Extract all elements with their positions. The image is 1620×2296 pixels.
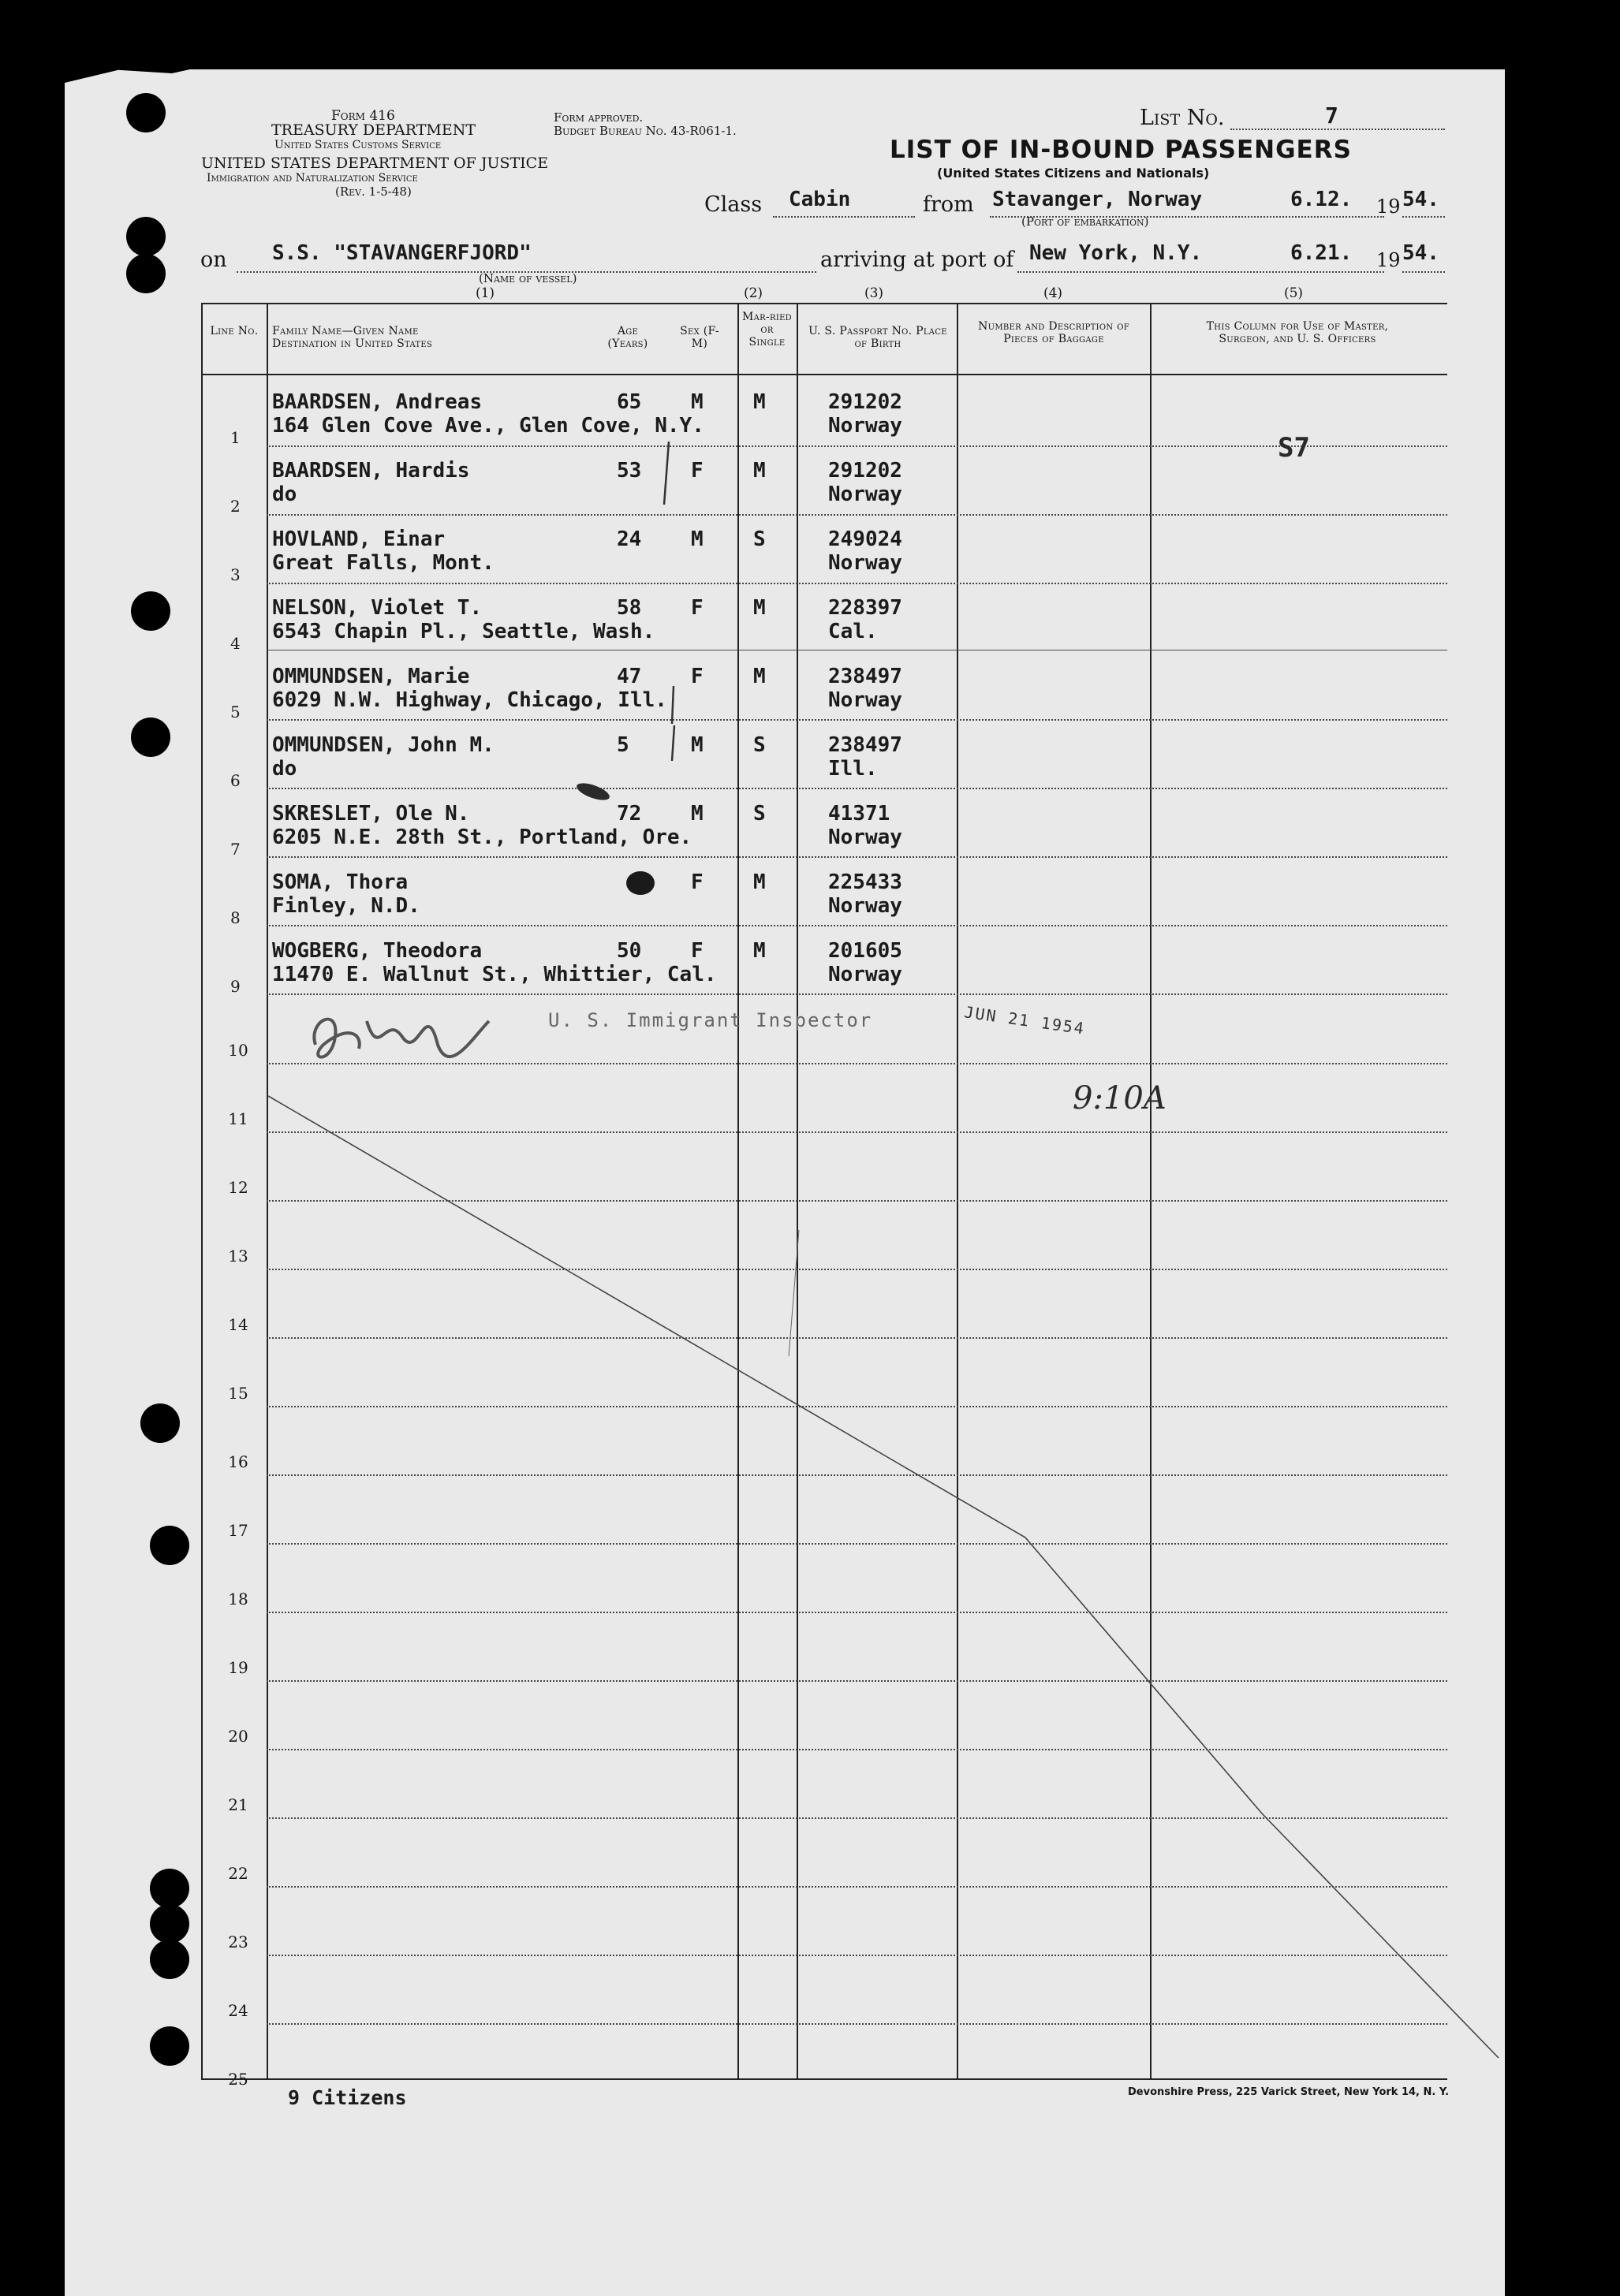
passport-number: 41371 <box>828 802 890 826</box>
passport-number: 291202 <box>828 459 902 483</box>
revision: (Rev. 1-5-48) <box>335 184 412 199</box>
passenger-sex: F <box>691 870 704 894</box>
header-baggage: Number and Description of Pieces of Baggage <box>978 320 1129 345</box>
passenger-sex: M <box>691 390 704 414</box>
passenger-age: 65 <box>617 390 642 414</box>
passenger-destination: 6543 Chapin Pl., Seattle, Wash. <box>272 620 655 643</box>
passenger-sex: F <box>691 596 704 620</box>
embark-note: (Port of embarkation) <box>1021 214 1149 229</box>
officer-note: S7 <box>1278 432 1310 464</box>
passenger-age: 5 <box>617 733 629 757</box>
line-number: 9 <box>230 977 241 996</box>
marital-status: M <box>753 939 766 963</box>
line-number: 3 <box>230 565 241 584</box>
form-number: Form 416 <box>331 108 395 124</box>
line-number: 23 <box>228 1933 248 1951</box>
line-number: 12 <box>228 1178 248 1197</box>
line-number: 15 <box>228 1384 248 1403</box>
arrival-year-prefix: 19 <box>1376 249 1401 271</box>
line-number: 22 <box>228 1864 248 1883</box>
total-citizens: 9 Citizens <box>288 2086 407 2109</box>
line-number: 1 <box>230 428 241 447</box>
line-number: 14 <box>228 1315 248 1334</box>
date-stamp: JUN 21 1954 <box>963 1002 1087 1038</box>
marital-status: S <box>753 527 766 551</box>
passenger-name: WOGBERG, Theodora <box>272 939 483 963</box>
line-number: 4 <box>230 634 241 653</box>
passenger-sex: F <box>691 665 704 688</box>
line-number: 2 <box>230 497 241 516</box>
line-number: 24 <box>228 2001 248 2020</box>
passenger-name: HOVLAND, Einar <box>272 527 446 551</box>
printer-credit: Devonshire Press, 225 Varick Street, New York 14, N. Y. <box>1128 2086 1450 2098</box>
passenger-destination: do <box>272 483 297 506</box>
birth-place: Norway <box>828 414 902 438</box>
birth-place: Cal. <box>828 620 878 643</box>
passenger-name: BAARDSEN, Andreas <box>272 390 483 414</box>
marital-status: S <box>753 802 766 826</box>
passport-number: 238497 <box>828 665 902 688</box>
embark-year-prefix: 19 <box>1376 196 1401 218</box>
from-label: from <box>923 192 974 217</box>
line-number: 25 <box>228 2070 248 2089</box>
birth-place: Norway <box>828 963 902 986</box>
marital-status: M <box>753 390 766 414</box>
budget-bureau: Budget Bureau No. 43-R061-1. <box>554 124 737 138</box>
line-number: 17 <box>228 1521 248 1540</box>
arrival-time: 9:10A <box>1073 1080 1166 1116</box>
passenger-name: SKRESLET, Ole N. <box>272 802 470 826</box>
passenger-age: 24 <box>617 527 642 551</box>
treasury-dept: TREASURY DEPARTMENT <box>271 121 476 139</box>
birth-place: Norway <box>828 483 902 506</box>
form-approved: Form approved. <box>554 110 644 125</box>
justice-dept: UNITED STATES DEPARTMENT OF JUSTICE <box>201 155 549 172</box>
line-number: 11 <box>228 1109 248 1128</box>
passenger-age: 53 <box>617 459 642 483</box>
passport-number: 291202 <box>828 390 902 414</box>
header-name: Family Name—Given Name Destination in United States <box>272 325 433 350</box>
line-number: 6 <box>230 771 241 790</box>
marital-status: M <box>753 665 766 688</box>
on-label: on <box>200 248 227 272</box>
passenger-age: 47 <box>617 665 642 688</box>
line-number: 21 <box>228 1795 248 1814</box>
passenger-name: NELSON, Violet T. <box>272 596 483 620</box>
ins-service: Immigration and Naturalization Service <box>207 172 418 184</box>
passenger-destination: 164 Glen Cove Ave., Glen Cove, N.Y. <box>272 414 704 438</box>
arrival-year: 54. <box>1402 241 1439 265</box>
line-number: 18 <box>228 1590 248 1608</box>
header-line-no: Line No. <box>210 325 259 337</box>
passenger-sex: M <box>691 527 704 551</box>
passenger-age: 72 <box>617 802 642 826</box>
page-subtitle: (United States Citizens and Nationals) <box>937 166 1210 181</box>
line-number: 20 <box>228 1727 248 1746</box>
arrival-port: New York, N.Y. <box>1029 241 1203 265</box>
passenger-name: BAARDSEN, Hardis <box>272 459 470 483</box>
line-number: 8 <box>230 908 241 927</box>
line-number: 13 <box>228 1247 248 1265</box>
birth-place: Ill. <box>828 757 878 781</box>
passport-number: 228397 <box>828 596 902 620</box>
passenger-name: SOMA, Thora <box>272 870 409 894</box>
list-no-label: List No. <box>1140 106 1225 130</box>
col-num-5: (5) <box>1283 285 1304 301</box>
passport-number: 201605 <box>828 939 902 963</box>
header-sex: Sex (F-M) <box>680 325 719 350</box>
passenger-destination: do <box>272 757 297 781</box>
inspector-title: U. S. Immigrant Inspector <box>548 1009 873 1031</box>
vessel-note: (Name of vessel) <box>479 271 577 285</box>
passenger-destination: 6205 N.E. 28th St., Portland, Ore. <box>272 826 692 849</box>
birth-place: Norway <box>828 826 902 849</box>
passenger-destination: Great Falls, Mont. <box>272 551 495 575</box>
embark-port: Stavanger, Norway <box>992 188 1203 211</box>
birth-place: Norway <box>828 688 902 712</box>
line-number: 5 <box>230 703 241 721</box>
customs-service: United States Customs Service <box>274 139 442 151</box>
line-number: 19 <box>228 1658 248 1677</box>
passenger-sex: M <box>691 733 704 757</box>
line-number: 7 <box>230 840 241 859</box>
class-label: Class <box>704 192 763 217</box>
page-title: LIST OF IN-BOUND PASSENGERS <box>890 136 1352 164</box>
class-value: Cabin <box>789 188 851 211</box>
passenger-sex: F <box>691 939 704 963</box>
col-num-2: (2) <box>743 285 763 301</box>
passenger-age: 50 <box>617 939 642 963</box>
passport-number: 249024 <box>828 527 902 551</box>
header-passport: U. S. Passport No. Place of Birth <box>808 325 947 350</box>
passenger-name: OMMUNDSEN, John M. <box>272 733 495 757</box>
col-num-4: (4) <box>1043 285 1063 301</box>
header-officers: This Column for Use of Master, Surgeon, and U. S. Officers <box>1206 320 1389 345</box>
arrival-date: 6.21. <box>1290 241 1353 265</box>
marital-status: M <box>753 596 766 620</box>
marital-status: M <box>753 459 766 483</box>
birth-place: Norway <box>828 551 902 575</box>
embark-year: 54. <box>1402 188 1439 211</box>
passport-number: 238497 <box>828 733 902 757</box>
arriving-label: arriving at port of <box>820 248 1014 272</box>
marital-status: M <box>753 870 766 894</box>
line-number: 16 <box>228 1452 248 1471</box>
col-num-1: (1) <box>475 285 495 301</box>
passenger-age: 58 <box>617 596 642 620</box>
passenger-sex: F <box>691 459 704 483</box>
vessel-name: S.S. "STAVANGERFJORD" <box>272 241 532 265</box>
passenger-destination: 11470 E. Wallnut St., Whittier, Cal. <box>272 963 717 986</box>
list-no-value: 7 <box>1325 102 1338 129</box>
passenger-destination: 6029 N.W. Highway, Chicago, Ill. <box>272 688 667 712</box>
passenger-destination: Finley, N.D. <box>272 894 420 918</box>
passport-number: 225433 <box>828 870 902 894</box>
header-age: Age (Years) <box>607 325 648 350</box>
col-num-3: (3) <box>864 285 884 301</box>
birth-place: Norway <box>828 894 902 918</box>
embark-date: 6.12. <box>1290 188 1353 211</box>
marital-status: S <box>753 733 766 757</box>
passenger-name: OMMUNDSEN, Marie <box>272 665 470 688</box>
passenger-sex: M <box>691 802 704 826</box>
line-number: 10 <box>228 1041 248 1060</box>
header-married: Mar-ried or Single <box>741 311 792 348</box>
